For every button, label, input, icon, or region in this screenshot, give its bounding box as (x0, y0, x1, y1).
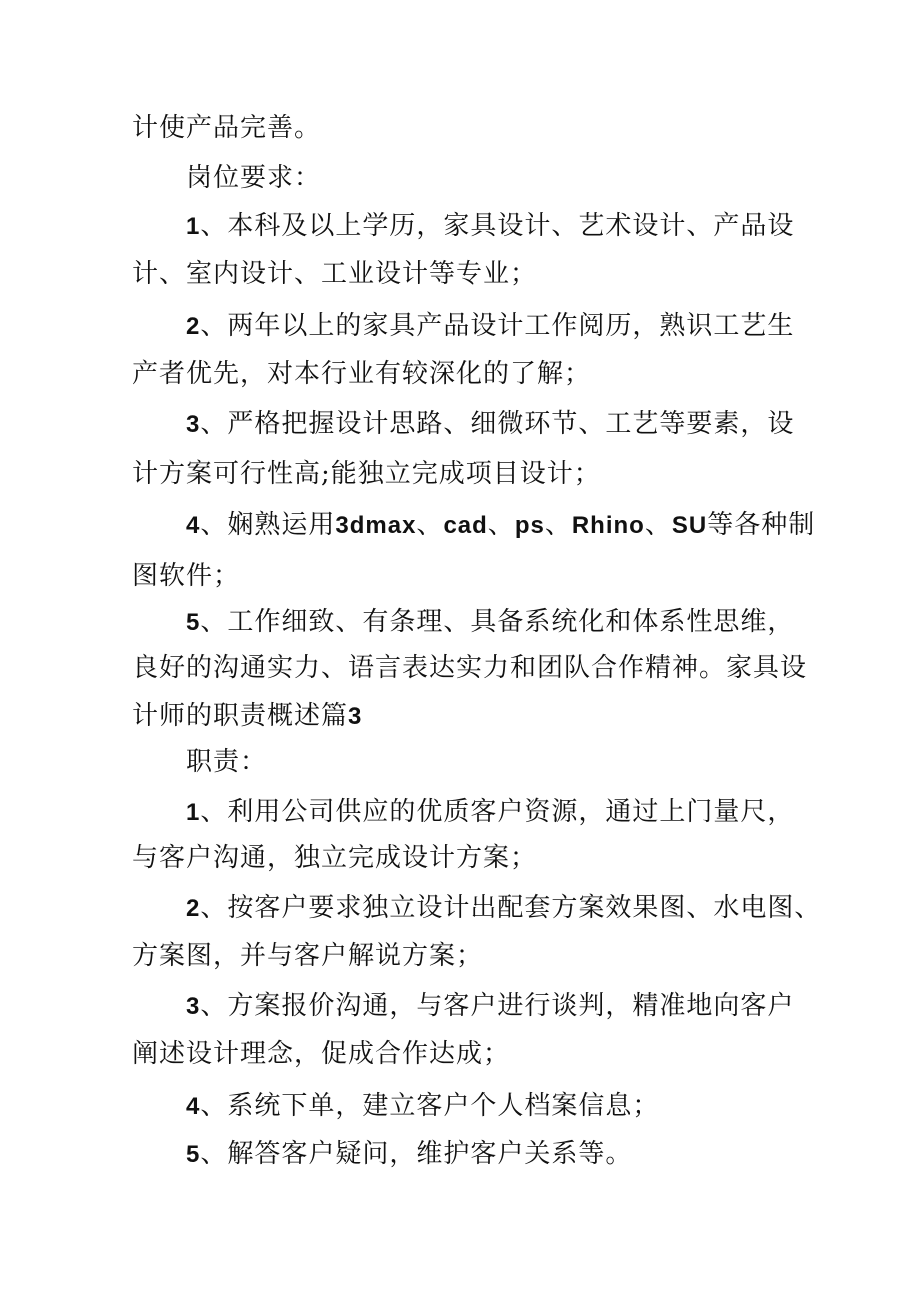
list-item-line: 5、解答客户疑问，维护客户关系等。 (186, 1139, 633, 1169)
list-item-line: 产者优先，对本行业有较深化的了解； (132, 359, 592, 389)
list-item-line: 计、室内设计、工业设计等专业； (132, 259, 538, 289)
list-item-line: 3、方案报价沟通，与客户进行谈判，精准地向客户 (186, 991, 795, 1021)
list-item-line: 2、两年以上的家具产品设计工作阅历，熟识工艺生 (186, 311, 795, 341)
list-item-line: 良好的沟通实力、语言表达实力和团队合作精神。家具设 (132, 653, 808, 683)
list-item-line: 4、系统下单，建立客户个人档案信息； (186, 1091, 660, 1121)
list-item-line: 计方案可行性高;能独立完成项目设计； (132, 459, 601, 489)
list-item-line: 1、利用公司供应的优质客户资源，通过上门量尺， (186, 797, 795, 827)
section-heading: 岗位要求： (186, 163, 322, 193)
list-item-line: 图软件； (132, 561, 241, 591)
list-item-line: 5、工作细致、有条理、具备系统化和体系性思维， (186, 607, 795, 637)
text-line: 计使产品完善。 (132, 113, 322, 143)
list-item-line: 3、严格把握设计思路、细微环节、工艺等要素，设 (186, 409, 795, 439)
list-item-line: 1、本科及以上学历，家具设计、艺术设计、产品设 (186, 211, 795, 241)
list-item-line: 阐述设计理念，促成合作达成； (132, 1039, 511, 1069)
list-item-line: 与客户沟通，独立完成设计方案； (132, 843, 538, 873)
section-heading: 职责： (186, 747, 268, 777)
list-item-line: 2、按客户要求独立设计出配套方案效果图、水电图、 (186, 893, 822, 923)
text-line: 计师的职责概述篇3 (132, 701, 363, 731)
list-item-line: 4、娴熟运用3dmax、cad、ps、Rhino、SU等各种制 (186, 510, 816, 540)
list-item-line: 方案图，并与客户解说方案； (132, 941, 484, 971)
